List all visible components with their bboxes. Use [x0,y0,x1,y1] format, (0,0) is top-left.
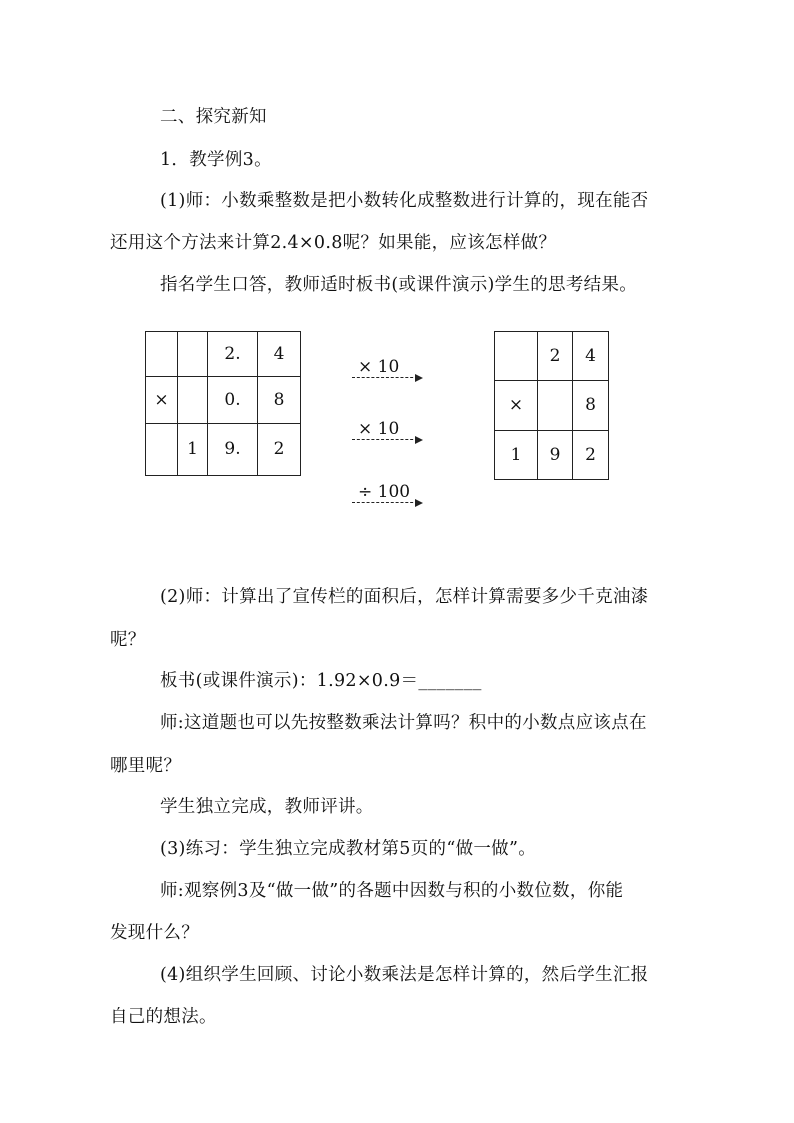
right-grid-cell: 1 [495,431,538,480]
right-grid-cell [495,332,538,381]
right-grid-cell: 2 [538,332,573,381]
right-grid-cell: 8 [573,381,609,431]
paragraph-7: (3)练习：学生独立完成教材第5页的“做一做”。 [160,839,537,859]
left-grid-cell: 9. [208,424,258,476]
left-grid-cell: × [146,377,178,424]
left-multiplication-grid [145,331,301,476]
left-grid-cell: 2 [258,424,301,476]
operation-label: × 10 [358,419,400,439]
right-grid-cell: 9 [538,431,573,480]
left-grid-cell [178,377,208,424]
right-grid-cell: 2 [573,431,609,480]
paragraph-2: 指名学生口答，教师适时板书(或课件演示)学生的思考结果。 [160,275,638,295]
paragraph-3-line-2: 呢？ [110,630,146,650]
paragraph-1-line-2: 还用这个方法来计算2.4×0.8呢？如果能，应该怎样做？ [110,233,557,253]
left-grid-cell: 2. [208,332,258,377]
paragraph-4: 板书(或课件演示)：1.92×0.9＝_______ [160,671,482,691]
right-grid-row [495,431,609,480]
operation-divide-100 [352,482,422,512]
left-grid-cell: 0. [208,377,258,424]
right-multiplication-grid [494,331,609,480]
left-grid-cell [178,332,208,377]
arrow-right-icon [415,499,423,507]
right-grid-cell: × [495,381,538,431]
left-grid-cell: 1 [178,424,208,476]
paragraph-9-line-1: (4)组织学生回顾、讨论小数乘法是怎样计算的，然后学生汇报 [160,965,649,985]
dashed-line [352,377,418,378]
left-grid-cell [146,424,178,476]
paragraph-1-line-1: (1)师：小数乘整数是把小数转化成整数进行计算的，现在能否 [160,191,649,211]
left-grid-row [146,424,301,476]
dashed-line [352,502,418,503]
item-1-heading: 1．教学例3。 [160,150,272,170]
right-grid-cell [538,381,573,431]
operation-label: ÷ 100 [358,482,411,502]
operation-label: × 10 [358,357,400,377]
left-grid-cell [146,332,178,377]
right-grid-row [495,332,609,381]
paragraph-8-line-1: 师:观察例3及“做一做”的各题中因数与积的小数位数，你能 [160,881,624,901]
right-grid-row [495,381,609,431]
dashed-line [352,439,418,440]
paragraph-9-line-2: 自己的想法。 [110,1007,217,1027]
paragraph-6: 学生独立完成，教师评讲。 [160,797,374,817]
operation-times-10-second [352,419,422,449]
section-title: 二、探究新知 [160,107,267,127]
paragraph-8-line-2: 发现什么？ [110,923,199,943]
right-grid-cell: 4 [573,332,609,381]
arrow-right-icon [415,374,423,382]
left-grid-cell: 8 [258,377,301,424]
operation-times-10-first [352,357,422,387]
left-grid-row [146,377,301,424]
paragraph-5-line-1: 师:这道题也可以先按整数乘法计算吗？积中的小数点应该点在 [160,713,647,733]
paragraph-5-line-2: 哪里呢？ [110,756,182,776]
left-grid-cell: 4 [258,332,301,377]
arrow-right-icon [415,436,423,444]
left-grid-row [146,332,301,377]
paragraph-3-line-1: (2)师：计算出了宣传栏的面积后，怎样计算需要多少千克油漆 [160,587,649,607]
